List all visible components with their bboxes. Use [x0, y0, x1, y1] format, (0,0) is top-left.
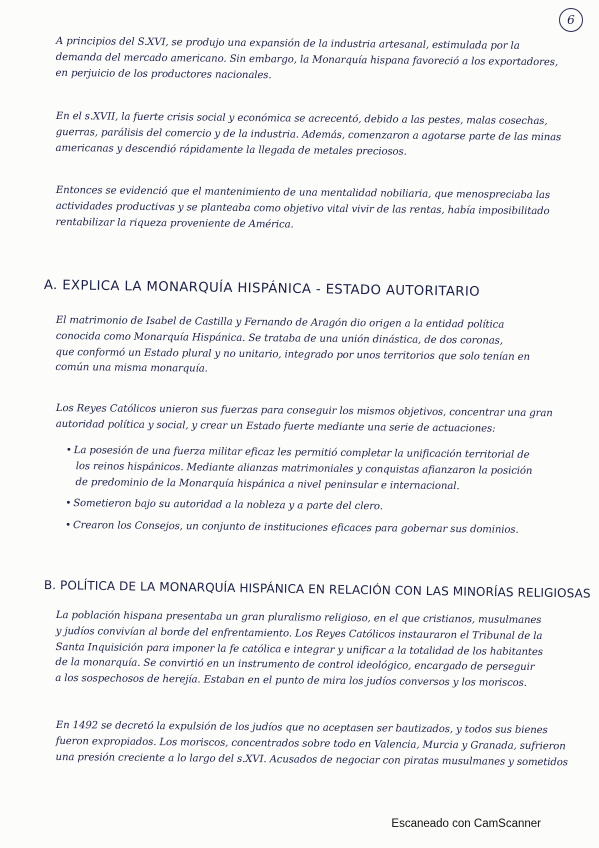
intro-paragraph-2 — [55, 109, 562, 162]
bullet-dot: • — [65, 498, 72, 510]
section-b-paragraph-2 — [55, 718, 568, 771]
text-line: a los sospechosos de herejía. Estaban en el punto de mira los judíos conversos y los moriscos. — [55, 673, 527, 690]
section-b-paragraph-1 — [55, 608, 556, 692]
camscanner-watermark: Escaneado con CamScanner — [391, 818, 541, 830]
text-line: En 1492 se decretó la expulsión de los judíos que no aceptasen ser bautizados, y todos sus bienes — [55, 719, 548, 737]
section-a-paragraph-2 — [56, 401, 556, 438]
text-line: Sometieron bajo su autoridad a la nobleza y a parte del clero. — [73, 498, 383, 513]
text-line: El matrimonio de Isabel de Castilla y Fernando de Aragón dio origen a la entidad política — [55, 314, 505, 331]
section-a-heading: A. EXPLICA LA MONARQUÍA HISPÁNICA - ESTADO AUTORITARIO — [43, 278, 481, 300]
bullet-item — [65, 496, 555, 517]
text-line: conocida como Monarquía Hispánica. Se trataba de una unión dinástica, de dos coronas, — [55, 330, 503, 347]
text-line: A principios del S.XVI, se produjo una expansión de la industria artesanal, estimulada por la — [55, 35, 520, 52]
text-line: rentabilizar la riqueza proveniente de América. — [55, 216, 294, 231]
bullet-dot: • — [65, 520, 72, 532]
text-line: actividades productivas y se planteaba como objetivo vital vivir de las rentas, había imposibilitado — [55, 200, 550, 217]
text-line: fueron expropiados. Los moriscos, concentrados sobre todo en Valencia, Murcia y Granada, sufrieron — [55, 735, 566, 753]
text-line: autoridad política y social, y crear un Estado fuerte mediante una serie de actuaciones: — [55, 418, 496, 435]
text-line: común una misma monarquía. — [55, 362, 208, 375]
text-line: que conformó un Estado plural y no unitario, integrado por unos territorios que solo tenían en — [55, 346, 530, 363]
text-line: Los Reyes Católicos unieron sus fuerzas para conseguir los mismos objetivos, concentrar una gran — [55, 402, 553, 420]
text-line: Entonces se evidenció que el mantenimiento de una mentalidad nobiliaria, que menospreciaba las — [55, 184, 551, 202]
text-line: La población hispana presentaba un gran pluralismo religioso, en el que cristianos, musulmanes — [55, 609, 542, 627]
text-line: de predominio de la Monarquía hispánica a nivel peninsular e internacional. — [75, 476, 460, 492]
text-line: americanas y descendió rápidamente la llegada de metales preciosos. — [55, 142, 407, 158]
text-line: La posesión de una fuerza militar eficaz les permitió completar la unificación territorial de — [73, 445, 530, 461]
text-line: y judíos convivían al borde del enfrentamiento. Los Reyes Católicos instauraron el Tribunal de la — [55, 625, 543, 642]
page-number: 6 — [559, 8, 583, 32]
text-line: Crearon los Consejos, un conjunto de instituciones eficaces para gobernar sus dominios. — [72, 520, 519, 536]
section-a-bullet-list — [65, 443, 556, 545]
text-line: En el s.XVII, la fuerte crisis social y económica se acrecentó, debido a las pestes, malas cosechas, — [55, 110, 548, 128]
bullet-item — [65, 518, 555, 539]
text-line: una presión creciente a lo largo del s.XVI. Acusados de negociar con piratas musulmanes y sometidos — [55, 751, 568, 768]
bullet-item — [66, 443, 556, 496]
text-line: en perjuicio de los productores nacionales. — [55, 67, 272, 81]
text-line: demanda del mercado americano. Sin embargo, la Monarquía hispana favoreció a los exportadores, — [55, 51, 559, 69]
section-a-paragraph-1 — [55, 313, 556, 381]
text-line: guerras, parálisis del comercio y de la industria. Además, comenzaron a agotarse parte de las minas — [55, 126, 562, 144]
bullet-dot: • — [65, 444, 72, 457]
text-line: de la monarquía. Se convirtió en un instrumento de control ideológico, encargado de perseguir — [55, 657, 535, 674]
text-line: los reinos hispánicos. Mediante alianzas matrimoniales y conquistas afianzaron la posición — [75, 460, 533, 477]
intro-paragraph-3 — [56, 183, 556, 236]
section-b-heading: B. POLÍTICA DE LA MONARQUÍA HISPÁNICA EN RELACIÓN CON LAS MINORÍAS RELIGIOSAS — [43, 578, 591, 601]
intro-paragraph-1 — [55, 34, 559, 87]
text-line: Santa Inquisición para imponer la fe católica e integrar y unificar a la totalidad de los habitantes — [55, 641, 543, 658]
